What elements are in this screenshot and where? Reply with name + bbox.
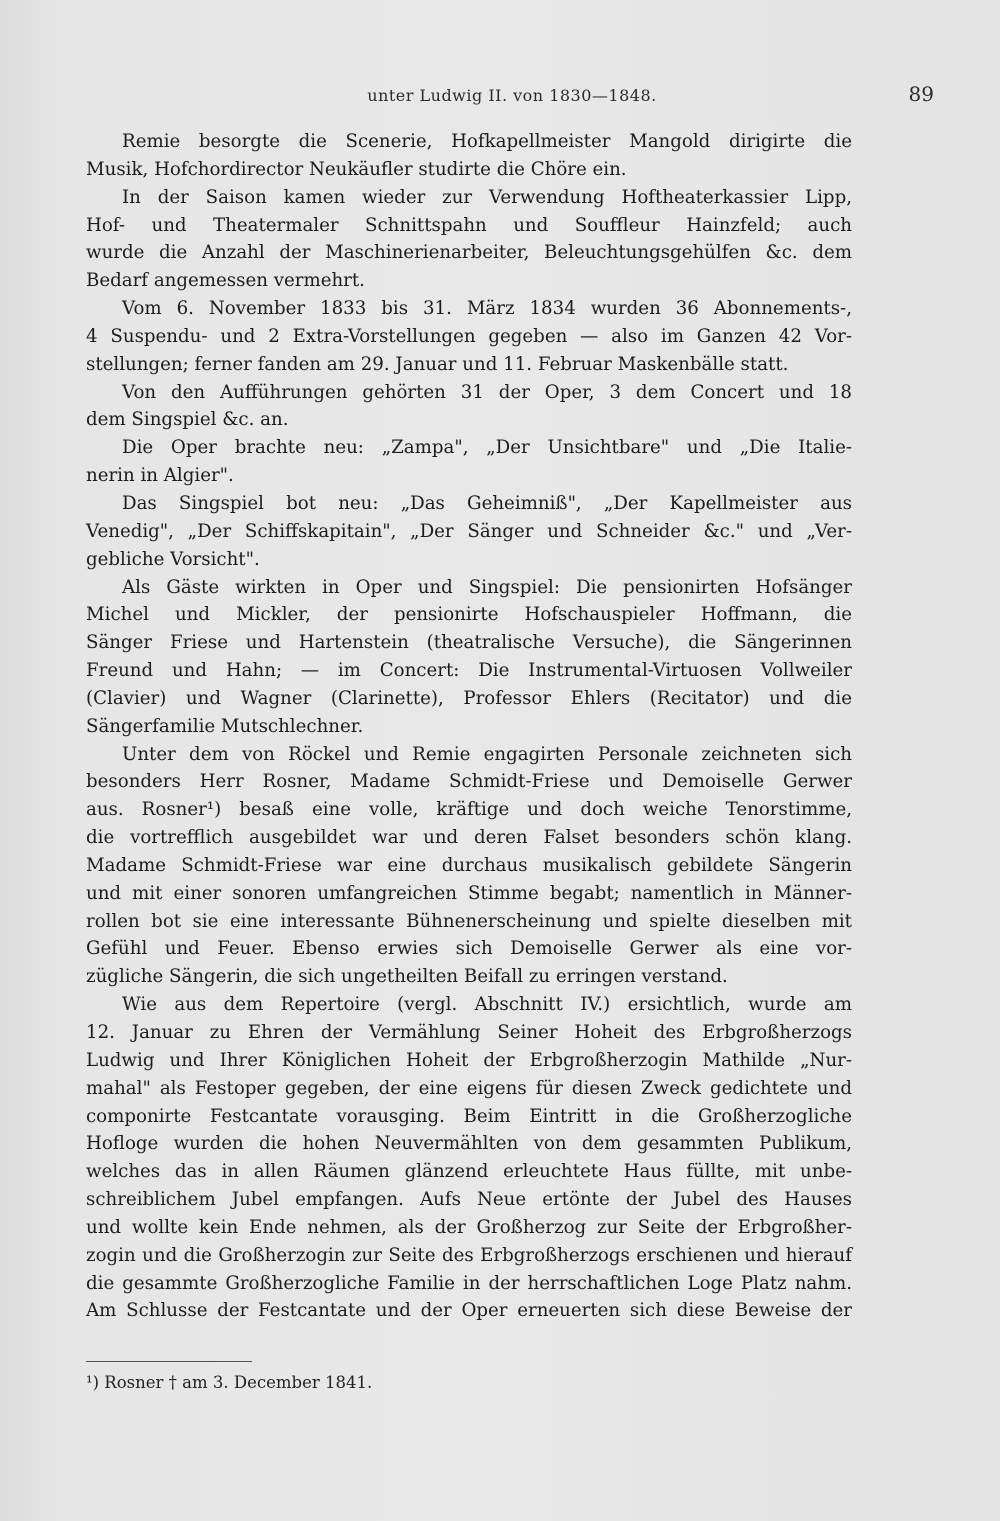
text-line: zügliche Sängerin, die sich ungetheilten Beifall zu erringen verstand. xyxy=(86,966,728,988)
text-line: (Clavier) und Wagner (Clarinette), Professor Ehlers (Recitator) und die xyxy=(86,687,852,709)
text-line: Unter dem von Röckel und Remie engagirten Personale zeichneten sich xyxy=(122,743,852,765)
text-line: Das Singspiel bot neu: „Das Geheimniß", „Der Kapellmeister aus xyxy=(122,492,852,514)
text-line: Von den Aufführungen gehörten 31 der Oper, 3 dem Concert und 18 xyxy=(122,381,852,403)
text-line: dem Singspiel &c. an. xyxy=(86,409,289,431)
text-line: Vom 6. November 1833 bis 31. März 1834 wurden 36 Abonnements-, xyxy=(122,298,852,320)
text-line: Musik, Hofchordirector Neukäufler studirte die Chöre ein. xyxy=(86,158,627,180)
running-head xyxy=(90,78,934,110)
text-line: Als Gäste wirkten in Oper und Singspiel: Die pensionirten Hofsänger xyxy=(122,576,852,598)
text-line: In der Saison kamen wieder zur Verwendung Hoftheaterkassier Lipp, xyxy=(122,186,852,208)
text-line: und wollte kein Ende nehmen, als der Großherzog zur Seite der Erbgroßher- xyxy=(86,1216,852,1238)
text-line: schreiblichem Jubel empfangen. Aufs Neue ertönte der Jubel des Hauses xyxy=(86,1189,852,1211)
footnote: ¹) Rosner † am 3. December 1841. xyxy=(86,1373,373,1392)
text-line: componirte Festcantate vorausging. Beim Eintritt in die Großherzogliche xyxy=(86,1105,852,1127)
text-line: und mit einer sonoren umfangreichen Stimme begabt; namentlich in Männer- xyxy=(86,882,852,904)
text-line: Freund und Hahn; — im Concert: Die Instrumental-Virtuosen Vollweiler xyxy=(86,660,852,682)
text-line: gebliche Vorsicht". xyxy=(86,548,260,570)
text-line: Remie besorgte die Scenerie, Hofkapellmeister Mangold dirigirte die xyxy=(122,131,852,152)
text-line: Bedarf angemessen vermehrt. xyxy=(86,270,365,292)
footnote-divider xyxy=(86,1361,252,1362)
text-line: Michel und Mickler, der pensionirte Hofschauspieler Hoffmann, die xyxy=(86,604,852,626)
text-line: Am Schlusse der Festcantate und der Oper erneuerten sich diese Beweise der xyxy=(86,1300,852,1322)
text-line: Hof- und Theatermaler Schnittspahn und Souffleur Hainzfeld; auch xyxy=(86,214,852,236)
text-line: zogin und die Großherzogin zur Seite des Erbgroßherzogs erschienen und hierauf xyxy=(86,1244,852,1266)
text-line: die gesammte Großherzogliche Familie in der herrschaftlichen Loge Platz nahm. xyxy=(86,1272,852,1294)
text-line: nerin in Algier". xyxy=(86,465,234,487)
text-line: besonders Herr Rosner, Madame Schmidt-Friese und Demoiselle Gerwer xyxy=(86,771,852,793)
text-line: Hofloge wurden die hohen Neuvermählten von dem gesammten Publikum, xyxy=(86,1133,852,1155)
text-line: Ludwig und Ihrer Königlichen Hoheit der Erbgroßherzogin Mathilde „Nur- xyxy=(86,1049,852,1071)
running-title: unter Ludwig II. von 1830—1848. xyxy=(367,86,657,105)
text-line: mahal" als Festoper gegeben, der eine eigens für diesen Zweck gedichtete und xyxy=(86,1077,852,1099)
text-line: wurde die Anzahl der Maschinerienarbeiter, Beleuchtungsgehülfen &c. dem xyxy=(86,242,852,264)
text-line: Sänger Friese und Hartenstein (theatralische Versuche), die Sängerinnen xyxy=(86,632,852,654)
text-line: aus. Rosner¹) besaß eine volle, kräftige und doch weiche Tenorstimme, xyxy=(86,799,852,821)
text-line: rollen bot sie eine interessante Bühnenerscheinung und spielte dieselben mit xyxy=(86,910,852,932)
body-text xyxy=(86,128,852,1325)
text-line: die vortrefflich ausgebildet war und deren Falset besonders schön klang. xyxy=(86,827,852,849)
text-line: Sängerfamilie Mutschlechner. xyxy=(86,715,364,737)
text-line: welches das in allen Räumen glänzend erleuchtete Haus füllte, mit unbe- xyxy=(86,1161,852,1183)
text-line: Gefühl und Feuer. Ebenso erwies sich Demoiselle Gerwer als eine vor- xyxy=(86,938,852,960)
text-line: Venedig", „Der Schiffskapitain", „Der Sänger und Schneider &c." und „Ver- xyxy=(86,520,852,542)
text-line: Madame Schmidt-Friese war eine durchaus musikalisch gebildete Sängerin xyxy=(86,854,852,876)
text-line: stellungen; ferner fanden am 29. Januar und 11. Februar Maskenbälle statt. xyxy=(86,353,789,375)
text-line: Wie aus dem Repertoire (vergl. Abschnitt IV.) ersichtlich, wurde am xyxy=(122,994,852,1016)
text-line: 12. Januar zu Ehren der Vermählung Seiner Hoheit des Erbgroßherzogs xyxy=(86,1022,852,1043)
text-line: Die Oper brachte neu: „Zampa", „Der Unsichtbare" und „Die Italie- xyxy=(122,437,852,459)
page-number: 89 xyxy=(908,82,934,106)
text-line: 4 Suspendu- und 2 Extra-Vorstellungen gegeben — also im Ganzen 42 Vor- xyxy=(86,325,852,347)
